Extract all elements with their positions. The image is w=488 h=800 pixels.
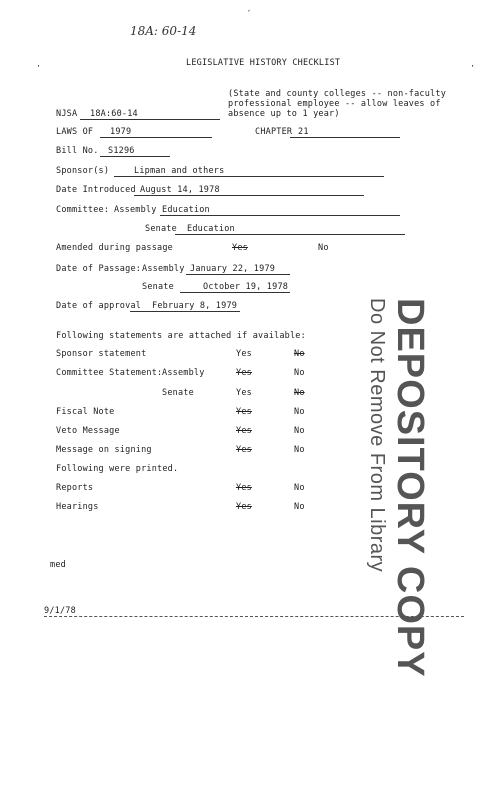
statements-intro: Following statements are attached if available: — [56, 331, 306, 341]
committee-statement-senate-yes: Yes — [236, 388, 252, 398]
bill-no-underline — [100, 156, 170, 157]
committee-assembly-label: Assembly — [114, 205, 157, 215]
fiscal-note-no: No — [294, 407, 305, 417]
veto-message-no: No — [294, 426, 305, 436]
bill-no-value: S1296 — [108, 146, 135, 156]
reports-yes: Yes — [236, 483, 252, 493]
veto-message-label: Veto Message — [56, 426, 120, 436]
passage-assembly-underline — [186, 274, 290, 275]
njsa-underline — [80, 119, 220, 120]
footer-date: 9/1/78 — [44, 606, 76, 616]
hearings-yes: Yes — [236, 502, 252, 512]
reports-label: Reports — [56, 483, 94, 493]
passage-assembly-value: January 22, 1979 — [190, 264, 276, 274]
committee-statement-assembly-no: No — [294, 368, 305, 378]
reports-no: No — [294, 483, 305, 493]
chapter-underline — [290, 137, 400, 138]
njsa-value: 18A:60-14 — [90, 109, 138, 119]
date-introduced-label: Date Introduced — [56, 185, 136, 195]
amended-yes: Yes — [232, 243, 248, 253]
date-introduced-value: August 14, 1978 — [140, 185, 220, 195]
committee-statement-assembly-yes: Yes — [236, 368, 252, 378]
hearings-label: Hearings — [56, 502, 99, 512]
laws-of-value: 1979 — [110, 127, 132, 137]
sponsors-label: Sponsor(s) — [56, 166, 110, 176]
fiscal-note-label: Fiscal Note — [56, 407, 115, 417]
committee-statement-senate-label: Senate — [162, 388, 194, 398]
committee-assembly-underline — [160, 215, 400, 216]
amended-label: Amended during passage — [56, 243, 173, 253]
mark-dot-left: · — [36, 62, 42, 72]
committee-statement-senate-no: No — [294, 388, 305, 398]
handwritten-reference: 18A: 60-14 — [130, 24, 197, 38]
committee-senate-underline — [175, 234, 405, 235]
bill-no-label: Bill No. — [56, 146, 99, 156]
footer-dashed-line — [44, 616, 464, 617]
sponsors-underline — [114, 176, 384, 177]
mark-dot-right: · — [470, 62, 476, 72]
sponsor-statement-yes: Yes — [236, 349, 252, 359]
mark-dot: ´ — [246, 10, 252, 20]
message-on-signing-label: Message on signing — [56, 445, 152, 455]
stamp-line-2: Do Not Remove From Library — [366, 298, 388, 573]
printed-intro: Following were printed. — [56, 464, 179, 474]
laws-of-label: LAWS OF — [56, 127, 94, 137]
passage-senate-underline — [180, 292, 290, 293]
page-title: LEGISLATIVE HISTORY CHECKLIST — [186, 58, 341, 68]
veto-message-yes: Yes — [236, 426, 252, 436]
chapter-label: CHAPTER — [255, 127, 293, 137]
fiscal-note-yes: Yes — [236, 407, 252, 417]
amended-no: No — [318, 243, 329, 253]
passage-senate-label: Senate — [142, 282, 174, 292]
message-on-signing-no: No — [294, 445, 305, 455]
sponsor-statement-label: Sponsor statement — [56, 349, 147, 359]
committee-senate-label: Senate — [145, 224, 177, 234]
date-introduced-underline — [134, 195, 364, 196]
committee-label: Committee: — [56, 205, 110, 215]
date-of-approval-value: February 8, 1979 — [152, 301, 238, 311]
laws-of-underline — [100, 137, 212, 138]
njsa-label: NJSA — [56, 109, 78, 119]
sponsor-statement-no: No — [294, 349, 305, 359]
date-of-passage-label: Date of Passage: — [56, 264, 142, 274]
passage-senate-value: October 19, 1978 — [203, 282, 289, 292]
committee-statement-assembly-label: Assembly — [162, 368, 205, 378]
depository-stamp — [364, 298, 430, 678]
initials: med — [50, 560, 66, 570]
bill-description: (State and county colleges -- non-faculty professional employee -- allow leaves of absence up to 1 year) — [228, 89, 447, 119]
date-of-approval-label: Date of approval — [56, 301, 142, 311]
message-on-signing-yes: Yes — [236, 445, 252, 455]
committee-statement-label: Committee Statement: — [56, 368, 163, 378]
passage-assembly-label: Assembly — [142, 264, 185, 274]
date-of-approval-underline — [130, 311, 240, 312]
committee-senate-value: Education — [187, 224, 235, 234]
stamp-line-1: DEPOSITORY COPY — [389, 298, 431, 678]
hearings-no: No — [294, 502, 305, 512]
committee-assembly-value: Education — [162, 205, 210, 215]
chapter-value: 21 — [298, 127, 309, 137]
sponsors-value: Lipman and others — [134, 166, 225, 176]
